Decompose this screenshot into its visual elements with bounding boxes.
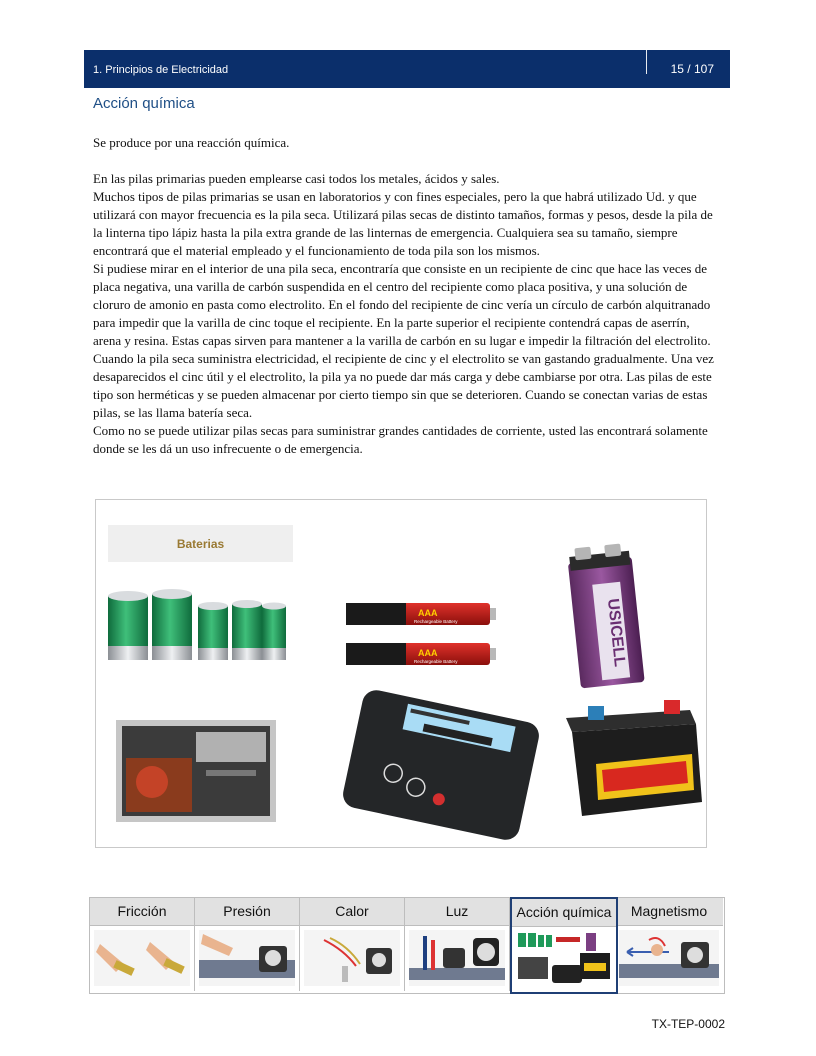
aaa-battery-bottom bbox=[346, 643, 496, 665]
friction-thumbnail bbox=[94, 930, 190, 986]
page-header bbox=[84, 50, 730, 88]
nine-volt-battery bbox=[566, 543, 644, 689]
batteries-figure bbox=[95, 499, 707, 848]
paragraph-primary-cells: En las pilas primarias pueden emplearse casi todos los metales, ácidos y sales. bbox=[93, 171, 500, 186]
nav-tab-label: Calor bbox=[300, 898, 404, 926]
car-battery bbox=[566, 700, 702, 816]
batteries-illustration bbox=[96, 500, 706, 847]
nine-volt-brand: USICELL bbox=[603, 597, 628, 668]
header-divider bbox=[646, 50, 647, 74]
pressure-thumbnail bbox=[199, 930, 295, 986]
page-number: 15 / 107 bbox=[670, 62, 714, 76]
paragraph-dry-cell-usage: Muchos tipos de pilas primarias se usan en laboratorios y con fines especiales, pero la que habrá utilizado Ud. y que utilizará con mayor frecuencia es la pila seca. Utilizará pilas secas de distinto tamaños, formas y pesos, desde la pila de la linterna tipo lápiz hasta la pila extra grande de las linternas de emergencia. Cualquiera sea su tamaño, siempre encontrará que el material empleado y el funcionamiento de toda pila son los mismos. bbox=[93, 189, 713, 258]
nav-tab-label: Luz bbox=[405, 898, 509, 926]
nav-tab-luz[interactable] bbox=[405, 898, 510, 991]
aaa-top-sublabel: Rechargeable Battery bbox=[414, 619, 458, 624]
heat-thumbnail bbox=[304, 930, 400, 986]
green-cells bbox=[108, 589, 286, 660]
paragraph-dry-cell-interior: Si pudiese mirar en el interior de una pila seca, encontraría que consiste en un recipiente de cinc que hace las veces de placa negativa, una varilla de carbón suspendida en el centro del recipiente como placa positiva, y una solución de cloruro de amonio en pasta como electrolito. En el fondo del recipiente de cinc vería un círculo de carbón alquitranado para impedir que la varilla de cinc toque el recipiente. En la parte superior el recipiente contendrá capas de aserrín, arena y resina. Estas capas sirven para mantener a la varilla de carbón en su lugar e impedir la filtración del electrolito. Cuando la pila seca suministra electricidad, el recipiente de cinc y el electrolito se van gastando gradualmente. Una vez desaparecidos el cinc útil y el electrolito, la pila ya no puede dar más carga y debe cambiarse por otra. Las pilas de este tipo son herméticas y se pueden almacenar por cierto tiempo sin que se deterioren. Cuando se conectan varias de estas pilas, se las llama batería seca. bbox=[93, 261, 714, 420]
green-cell-3 bbox=[198, 602, 228, 660]
nav-tab-label: Acción química bbox=[512, 899, 616, 927]
document-code: TX-TEP-0002 bbox=[651, 1017, 725, 1031]
nav-tab-friccion[interactable] bbox=[90, 898, 195, 991]
section-title: Acción química bbox=[93, 95, 195, 112]
figure-label: Baterias bbox=[108, 525, 293, 562]
paragraph-intro: Se produce por una reacción química. bbox=[93, 135, 290, 150]
magnetism-thumbnail bbox=[619, 930, 719, 986]
camera-battery bbox=[116, 720, 276, 822]
paragraph-emergency-use: Como no se puede utilizar pilas secas para suministrar grandes cantidades de corriente, usted las encontrará solamente donde se les dá un uso infrecuente o de emergencia. bbox=[93, 423, 708, 456]
aaa-bottom-label: AAA bbox=[418, 648, 438, 658]
nav-tab-magnetismo[interactable] bbox=[615, 898, 723, 991]
aaa-top-label: AAA bbox=[418, 608, 438, 618]
phone-battery bbox=[340, 688, 541, 843]
nav-tab-presion[interactable] bbox=[195, 898, 300, 991]
nav-tab-label: Magnetismo bbox=[615, 898, 723, 926]
aaa-bottom-sublabel: Rechargeable Battery bbox=[414, 659, 458, 664]
nav-tab-label: Fricción bbox=[90, 898, 194, 926]
green-cell-5 bbox=[262, 603, 286, 661]
chapter-title: 1. Principios de Electricidad bbox=[93, 64, 229, 76]
green-cell-1 bbox=[108, 591, 148, 660]
aaa-battery-top bbox=[346, 603, 496, 625]
topic-nav bbox=[89, 897, 725, 994]
green-cell-2 bbox=[152, 589, 192, 660]
body-text bbox=[93, 134, 715, 458]
light-thumbnail bbox=[409, 930, 505, 986]
nav-tab-calor[interactable] bbox=[300, 898, 405, 991]
nav-tab-accion-quimica[interactable] bbox=[510, 897, 618, 994]
nav-tab-label: Presión bbox=[195, 898, 299, 926]
green-cell-4 bbox=[232, 600, 262, 660]
chemical-thumbnail bbox=[516, 931, 612, 987]
